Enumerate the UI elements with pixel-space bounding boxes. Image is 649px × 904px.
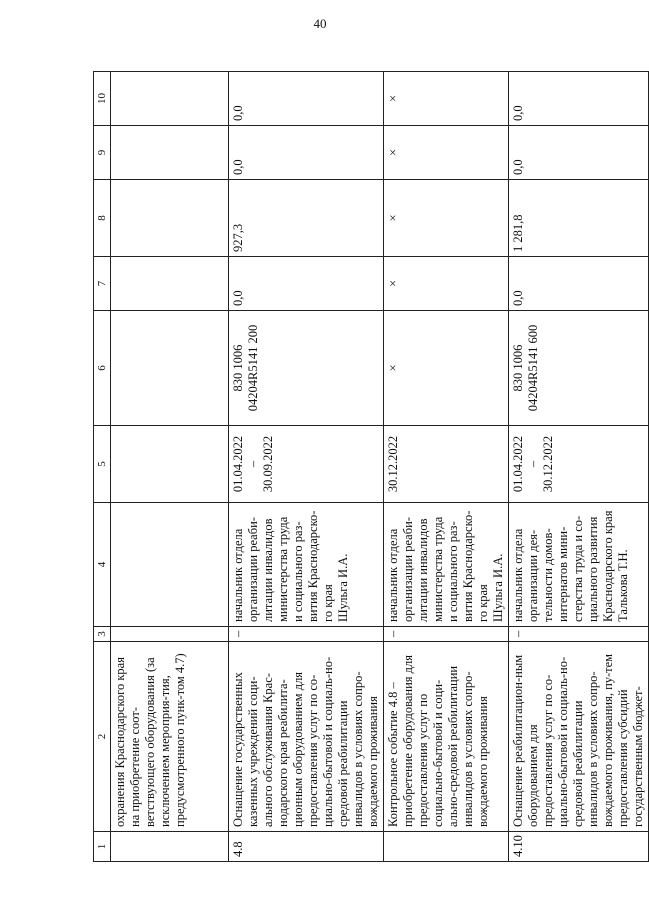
header-cell: 1 xyxy=(94,832,111,862)
event-name: Оснащение реабилитацион-ным оборудованием для предоставления услуг по со-циально-бытовой и социаль-но-средовой реабилитации инвалидов в условиях сопро-вождаемого проживания, пу-тем предоставления субсидий государственным бюджет- xyxy=(509,642,649,832)
row-number: 4.10 xyxy=(509,832,649,862)
budget-code: × xyxy=(384,311,509,426)
col3-value xyxy=(111,627,229,642)
col8-value: 1 281,8 xyxy=(509,180,649,257)
header-cell: 8 xyxy=(94,180,111,257)
col7-value: 0,0 xyxy=(229,257,384,311)
col8-value: 927,3 xyxy=(229,180,384,257)
col3-value: – xyxy=(384,627,509,642)
executor: начальник отдела организации реаби-литации инвалидов министерства труда и социального раз-вития Краснодарско-го края Шульга И.А. xyxy=(229,503,384,627)
rotated-table-container xyxy=(93,72,645,862)
header-cell: 2 xyxy=(94,642,111,832)
col10-value: 0,0 xyxy=(229,72,384,126)
col9-value xyxy=(111,126,229,180)
dates: 01.04.2022 – 30.09.2022 xyxy=(229,426,384,503)
col8-value: × xyxy=(384,180,509,257)
header-cell: 6 xyxy=(94,311,111,426)
col8-value xyxy=(111,180,229,257)
event-name: Оснащение государственных казенных учреждений соци-ального обслуживания Крас-нодарского края реабилита-ционным оборудованием для предоставления услуг по со-циально-бытовой и социаль-но-средовой реабилитации инвалидов в условиях сопро-вождаемого проживания xyxy=(229,642,384,832)
header-cell: 4 xyxy=(94,503,111,627)
event-name: Контрольное событие 4.8 – приобретение оборудования для предоставления услуг по социально-бытовой и соци-ально-средовой реабилитации инвалидов в условиях сопро-вождаемого проживания xyxy=(384,642,509,832)
row-number xyxy=(384,832,509,862)
col9-value: 0,0 xyxy=(509,126,649,180)
row-number xyxy=(111,832,229,862)
budget-code: 830 1006 04204R5141 200 xyxy=(229,311,384,426)
executor xyxy=(111,503,229,627)
event-name: охранения Краснодарского края на приобретение соот-ветствующего оборудования (за исключением мероприя-тия, предусмотренного пунк-том 4.7) xyxy=(111,642,229,832)
dates xyxy=(111,426,229,503)
header-numbers-row xyxy=(94,72,111,862)
budget-code: 830 1006 04204R5141 600 xyxy=(509,311,649,426)
table-row xyxy=(384,72,509,862)
col3-value: – xyxy=(229,627,384,642)
header-cell: 10 xyxy=(94,72,111,126)
executor: начальник отдела организации реаби-литации инвалидов министерства труда и социального раз-вития Краснодарско-го края Шульга И.А. xyxy=(384,503,509,627)
table-row xyxy=(111,72,229,862)
budget-code xyxy=(111,311,229,426)
program-events-table xyxy=(93,71,649,862)
col10-value: × xyxy=(384,72,509,126)
table-row xyxy=(229,72,384,862)
header-cell: 3 xyxy=(94,627,111,642)
header-cell: 7 xyxy=(94,257,111,311)
row-number: 4.8 xyxy=(229,832,384,862)
col10-value: 0,0 xyxy=(509,72,649,126)
col9-value: × xyxy=(384,126,509,180)
col7-value xyxy=(111,257,229,311)
dates: 01.04.2022 – 30.12.2022 xyxy=(509,426,649,503)
dates: 30.12.2022 xyxy=(384,426,509,503)
table-row xyxy=(509,72,649,862)
col9-value: 0,0 xyxy=(229,126,384,180)
header-cell: 5 xyxy=(94,426,111,503)
col10-value xyxy=(111,72,229,126)
executor: начальник отдела организации дея-тельности домов-интернатов мини-стерства труда и со-циального развития Краснодарского края Талькова Т.Н. xyxy=(509,503,649,627)
page-number: 40 xyxy=(313,16,327,31)
col7-value: 0,0 xyxy=(509,257,649,311)
header-cell: 9 xyxy=(94,126,111,180)
col3-value: – xyxy=(509,627,649,642)
col7-value: × xyxy=(384,257,509,311)
